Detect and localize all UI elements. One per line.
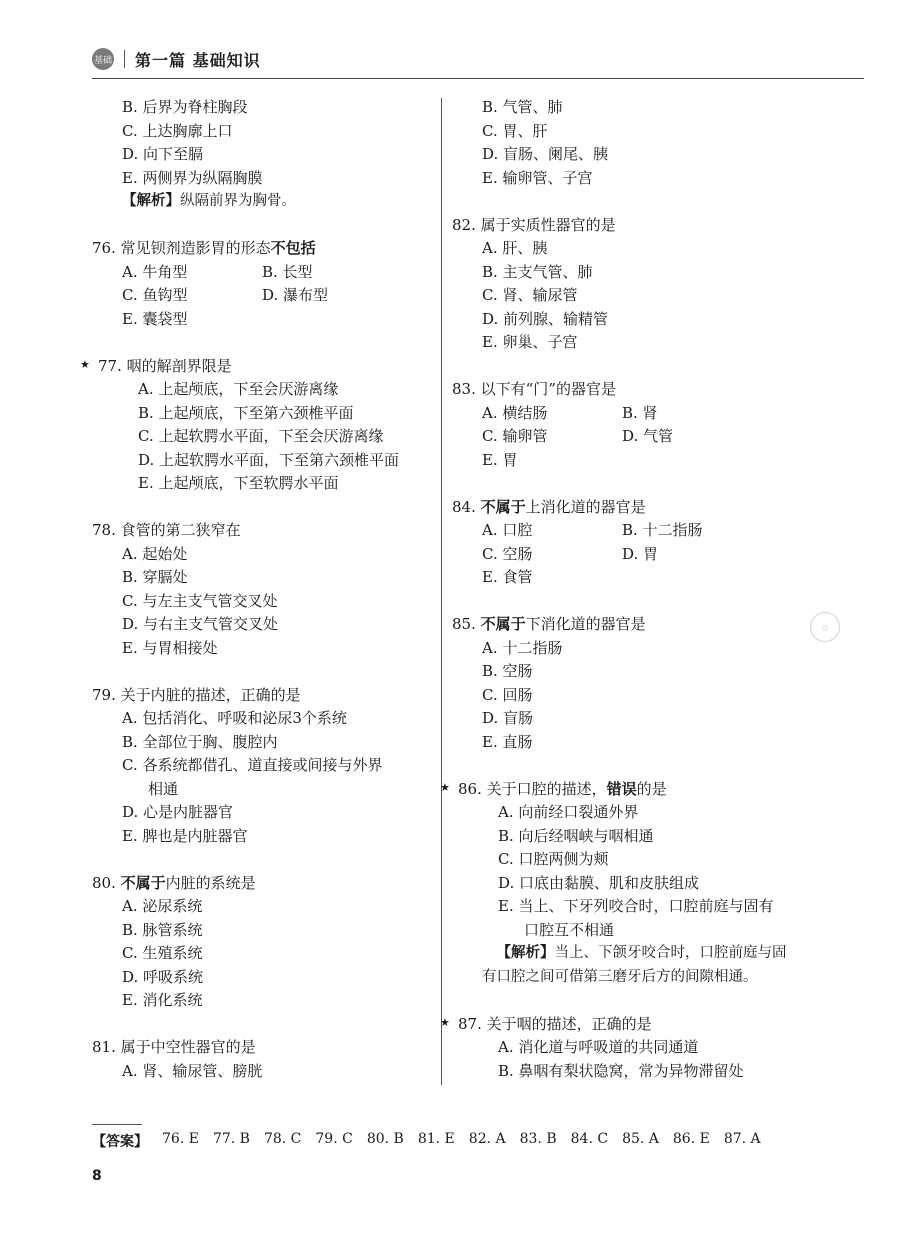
option: E. 输卵管、子宫 bbox=[482, 168, 593, 187]
question-block bbox=[92, 872, 432, 1013]
question-emphasis: 不属于 bbox=[480, 615, 526, 633]
option-continuation: 口腔互不相通 bbox=[524, 920, 615, 939]
option: B. 长型 bbox=[262, 262, 313, 281]
analysis-note bbox=[452, 942, 792, 989]
question-stem bbox=[452, 496, 792, 520]
option: A. 肾、输尿管、膀胱 bbox=[122, 1061, 263, 1080]
answer-item: 81. E bbox=[417, 1131, 455, 1147]
option-row bbox=[452, 402, 792, 426]
option: B. 脉管系统 bbox=[122, 920, 203, 939]
answer-item: 82. A bbox=[468, 1131, 506, 1147]
question-block bbox=[440, 1013, 792, 1084]
question-text: 78. 食管的第二狭窄在 bbox=[92, 521, 241, 539]
option: E. 当上、下牙列咬合时，口腔前庭与固有 bbox=[498, 897, 774, 915]
answer-key-label: 【答案】 bbox=[92, 1134, 148, 1150]
question-text-tail: 的是 bbox=[636, 779, 667, 798]
option: E. 卵巢、子宫 bbox=[482, 333, 578, 351]
option: D. 与右主支气管交叉处 bbox=[122, 615, 279, 633]
question-text: 81. 属于中空性器官的是 bbox=[92, 1038, 256, 1056]
option: A. 十二指肠 bbox=[482, 638, 563, 657]
watermark-stamp: ◎ bbox=[810, 612, 840, 642]
option: E. 胃 bbox=[482, 450, 518, 469]
option: B. 上起颅底，下至第六颈椎平面 bbox=[138, 403, 354, 422]
question-block bbox=[440, 778, 792, 990]
analysis-label: 【解析】 bbox=[122, 193, 180, 209]
question-stem bbox=[452, 378, 792, 402]
option: C. 上达胸廓上口 bbox=[122, 121, 233, 140]
chapter-badge: 基础 bbox=[92, 48, 114, 70]
option: D. 向下至膈 bbox=[122, 145, 204, 163]
important-star-icon: ★ bbox=[80, 357, 90, 371]
question-text-tail: 内脏的系统是 bbox=[165, 873, 256, 892]
answer-item: 83. B bbox=[519, 1131, 557, 1147]
question-emphasis: 不属于 bbox=[120, 873, 166, 892]
question-stem bbox=[92, 237, 432, 261]
question-stem bbox=[80, 355, 432, 379]
option: C. 输卵管 bbox=[482, 427, 548, 445]
option: B. 向后经咽峡与咽相通 bbox=[498, 826, 654, 845]
header-rule bbox=[92, 78, 864, 79]
option: E. 两侧界为纵隔胸膜 bbox=[122, 168, 263, 187]
question-text: 82. 属于实质性器官的是 bbox=[452, 215, 616, 234]
answer-item: 86. E bbox=[672, 1131, 710, 1147]
option: A. 口腔 bbox=[482, 521, 533, 539]
option: B. 鼻咽有梨状隐窝，常为异物滞留处 bbox=[498, 1061, 744, 1080]
question-stem bbox=[452, 613, 792, 637]
option: A. 牛角型 bbox=[122, 262, 188, 281]
option: A. 泌尿系统 bbox=[122, 897, 203, 915]
option: C. 口腔两侧为颊 bbox=[498, 850, 609, 868]
answer-item: 85. A bbox=[622, 1131, 659, 1147]
question-block bbox=[452, 96, 792, 190]
answer-item: 87. A bbox=[723, 1131, 761, 1147]
question-stem bbox=[92, 519, 432, 543]
option: B. 穿膈处 bbox=[122, 568, 188, 586]
option: C. 回肠 bbox=[482, 685, 533, 704]
option: C. 空肠 bbox=[482, 544, 533, 563]
option: B. 十二指肠 bbox=[622, 521, 703, 539]
important-star-icon: ★ bbox=[440, 780, 450, 794]
question-block bbox=[452, 214, 792, 355]
question-block bbox=[80, 355, 432, 496]
option: D. 口底由黏膜、肌和皮肤组成 bbox=[498, 873, 700, 892]
option: E. 直肠 bbox=[482, 732, 533, 751]
option: C. 上起软腭水平面，下至会厌游离缘 bbox=[138, 427, 384, 445]
question-number: 80. bbox=[92, 873, 121, 892]
question-number: 84. bbox=[452, 497, 481, 516]
option: C. 胃、肝 bbox=[482, 121, 548, 140]
option-row bbox=[452, 543, 792, 567]
question-block bbox=[452, 378, 792, 472]
question-text: 76. 常见钡剂造影胃的形态 bbox=[92, 239, 271, 257]
answer-item: 79. C bbox=[315, 1131, 353, 1147]
option: B. 全部位于胸、腹腔内 bbox=[122, 732, 278, 751]
option: C. 与左主支气管交叉处 bbox=[122, 591, 278, 610]
option: D. 前列腺、输精管 bbox=[482, 309, 609, 328]
question-text-tail: 下消化道的器官是 bbox=[525, 615, 646, 633]
option: D. 呼吸系统 bbox=[122, 967, 204, 986]
question-block bbox=[452, 496, 792, 590]
chapter-title: 第一篇 基础知识 bbox=[135, 50, 261, 70]
answer-item: 77. B bbox=[212, 1131, 250, 1147]
question-stem bbox=[92, 872, 432, 896]
option: E. 消化系统 bbox=[122, 991, 203, 1009]
question-stem bbox=[92, 1036, 432, 1060]
column-divider bbox=[441, 98, 442, 1085]
page-number: 8 bbox=[92, 1168, 102, 1184]
question-stem bbox=[440, 1013, 792, 1037]
answer-rule bbox=[92, 1124, 142, 1125]
option: C. 肾、输尿管 bbox=[482, 286, 578, 304]
question-block bbox=[92, 96, 432, 214]
question-emphasis: 不包括 bbox=[270, 239, 316, 257]
option: D. 心是内脏器官 bbox=[122, 803, 234, 821]
question-text: 79. 关于内脏的描述，正确的是 bbox=[92, 685, 301, 704]
right-column bbox=[440, 96, 792, 1107]
option: A. 包括消化、呼吸和泌尿3个系统 bbox=[122, 709, 347, 727]
option: D. 胃 bbox=[622, 544, 659, 563]
question-text: 77. 咽的解剖界限是 bbox=[98, 356, 232, 375]
header-separator bbox=[124, 50, 125, 68]
option: E. 囊袋型 bbox=[122, 309, 188, 328]
question-stem bbox=[92, 684, 432, 708]
answer-item: 80. B bbox=[366, 1131, 404, 1147]
option: E. 脾也是内脏器官 bbox=[122, 826, 248, 845]
option: C. 各系统都借孔、道直接或间接与外界 bbox=[122, 756, 383, 774]
question-block bbox=[92, 1036, 432, 1083]
question-block bbox=[92, 684, 432, 849]
question-text: 86. 关于口腔的描述， bbox=[458, 779, 607, 798]
option: A. 肝、胰 bbox=[482, 239, 548, 257]
option-row bbox=[92, 261, 432, 285]
option: B. 空肠 bbox=[482, 662, 533, 680]
analysis-label: 【解析】 bbox=[496, 945, 555, 961]
answer-key bbox=[92, 1131, 761, 1151]
option-row bbox=[452, 425, 792, 449]
question-block bbox=[92, 519, 432, 660]
option: A. 消化道与呼吸道的共同通道 bbox=[498, 1038, 699, 1056]
option: A. 向前经口裂通外界 bbox=[498, 803, 639, 821]
question-text: 83. 以下有“门”的器官是 bbox=[452, 380, 616, 398]
option: A. 上起颅底，下至会厌游离缘 bbox=[138, 380, 339, 398]
option: C. 生殖系统 bbox=[122, 944, 203, 962]
question-text: 87. 关于咽的描述，正确的是 bbox=[458, 1014, 652, 1033]
option: D. 上起软腭水平面，下至第六颈椎平面 bbox=[138, 450, 400, 469]
answer-item: 76. E bbox=[162, 1131, 199, 1147]
option: E. 与胃相接处 bbox=[122, 638, 218, 657]
option: B. 肾 bbox=[622, 403, 658, 422]
answer-item: 78. C bbox=[263, 1131, 302, 1147]
option: A. 横结肠 bbox=[482, 403, 548, 422]
analysis-text: 当上、下颌牙咬合时，口腔前庭与固有口腔之间可借第三磨牙后方的间隙相通。 bbox=[482, 945, 787, 985]
left-column bbox=[80, 96, 432, 1107]
option: E. 食管 bbox=[482, 568, 533, 586]
question-text-tail: 上消化道的器官是 bbox=[525, 497, 646, 516]
option: D. 盲肠、阑尾、胰 bbox=[482, 145, 609, 163]
option: A. 起始处 bbox=[122, 544, 188, 563]
question-number: 85. bbox=[452, 615, 481, 633]
option: B. 气管、肺 bbox=[482, 98, 563, 116]
question-block bbox=[452, 613, 792, 754]
option: D. 气管 bbox=[622, 427, 674, 445]
question-emphasis: 错误 bbox=[606, 779, 637, 798]
question-emphasis: 不属于 bbox=[480, 497, 526, 516]
running-header bbox=[92, 46, 261, 72]
analysis-text: 纵隔前界为胸骨。 bbox=[180, 193, 296, 209]
option-row bbox=[452, 519, 792, 543]
option: B. 后界为脊柱胸段 bbox=[122, 98, 248, 116]
option-row bbox=[92, 284, 432, 308]
option: D. 盲肠 bbox=[482, 709, 534, 727]
option-continuation: 相通 bbox=[148, 779, 179, 798]
option: E. 上起颅底，下至软腭水平面 bbox=[138, 474, 339, 492]
question-stem bbox=[440, 778, 792, 802]
question-stem bbox=[452, 214, 792, 238]
option: C. 鱼钩型 bbox=[122, 286, 188, 304]
question-block bbox=[92, 237, 432, 331]
important-star-icon: ★ bbox=[440, 1015, 450, 1029]
answer-item: 84. C bbox=[570, 1131, 609, 1147]
option: B. 主支气管、肺 bbox=[482, 262, 593, 281]
analysis-note bbox=[92, 190, 432, 214]
option: D. 瀑布型 bbox=[262, 286, 329, 304]
